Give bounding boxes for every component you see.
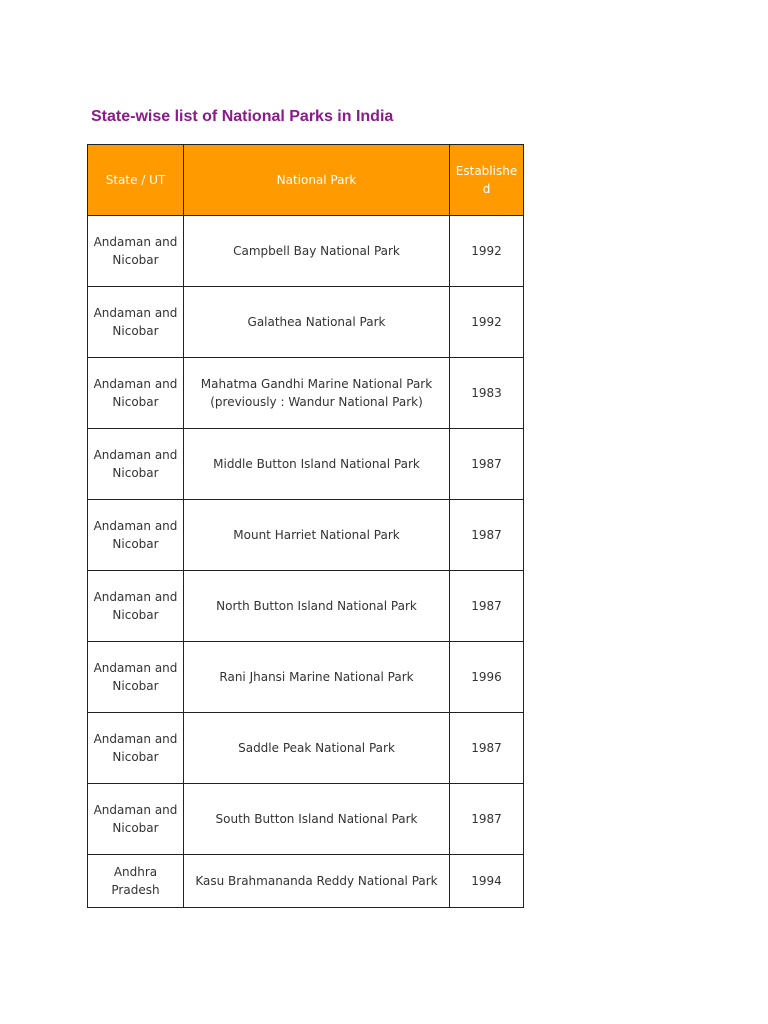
cell-park: Middle Button Island National Park (184, 429, 450, 500)
header-established: Established (450, 145, 524, 216)
header-national-park: National Park (184, 145, 450, 216)
table-row (88, 287, 524, 358)
cell-state: Andaman and Nicobar (88, 642, 184, 713)
cell-park: Mahatma Gandhi Marine National Park (previously : Wandur National Park) (184, 358, 450, 429)
cell-park: Campbell Bay National Park (184, 216, 450, 287)
cell-state: Andhra Pradesh (88, 855, 184, 908)
cell-established: 1987 (450, 713, 524, 784)
cell-established: 1987 (450, 500, 524, 571)
cell-established: 1992 (450, 287, 524, 358)
table-row (88, 855, 524, 908)
cell-established: 1983 (450, 358, 524, 429)
national-parks-table (87, 144, 524, 908)
cell-established: 1987 (450, 784, 524, 855)
cell-established: 1987 (450, 429, 524, 500)
table-row (88, 571, 524, 642)
cell-established: 1992 (450, 216, 524, 287)
cell-state: Andaman and Nicobar (88, 358, 184, 429)
cell-park: Saddle Peak National Park (184, 713, 450, 784)
table-header-row (88, 145, 524, 216)
cell-state: Andaman and Nicobar (88, 713, 184, 784)
cell-state: Andaman and Nicobar (88, 216, 184, 287)
page-title: State-wise list of National Parks in India (91, 108, 394, 125)
cell-park: North Button Island National Park (184, 571, 450, 642)
table-row (88, 500, 524, 571)
cell-established: 1987 (450, 571, 524, 642)
table-row (88, 713, 524, 784)
cell-park: South Button Island National Park (184, 784, 450, 855)
cell-state: Andaman and Nicobar (88, 784, 184, 855)
cell-state: Andaman and Nicobar (88, 287, 184, 358)
cell-park: Rani Jhansi Marine National Park (184, 642, 450, 713)
table-row (88, 642, 524, 713)
cell-established: 1996 (450, 642, 524, 713)
cell-park: Galathea National Park (184, 287, 450, 358)
table-row (88, 784, 524, 855)
table-row (88, 429, 524, 500)
cell-state: Andaman and Nicobar (88, 571, 184, 642)
cell-park: Mount Harriet National Park (184, 500, 450, 571)
cell-state: Andaman and Nicobar (88, 429, 184, 500)
cell-established: 1994 (450, 855, 524, 908)
header-state: State / UT (88, 145, 184, 216)
table-row (88, 216, 524, 287)
table-row (88, 358, 524, 429)
cell-state: Andaman and Nicobar (88, 500, 184, 571)
cell-park: Kasu Brahmananda Reddy National Park (184, 855, 450, 908)
